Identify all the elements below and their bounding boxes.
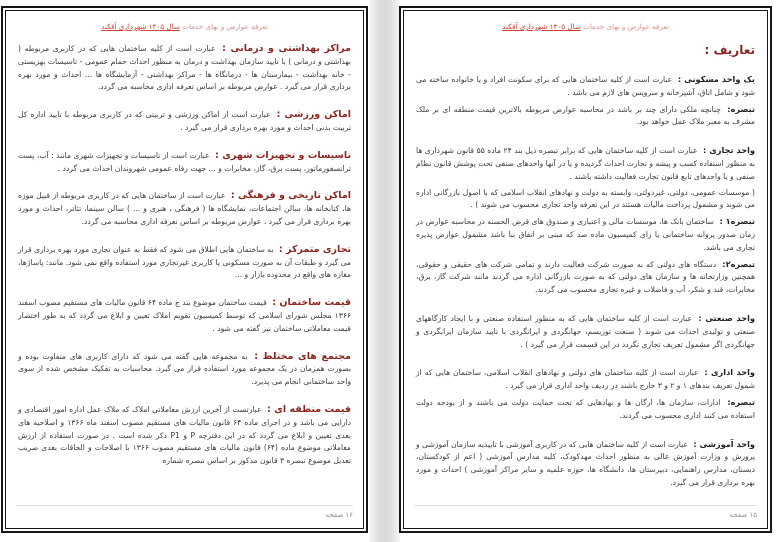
section-title: مجتمع های مختلط : xyxy=(254,350,351,362)
paragraph-residential-unit xyxy=(416,73,755,100)
section-body: قیمت ساختمان موضوع بند ج ماده ۶۴ قانون مالیات های مستقیم مصوب اسفند ۱۳۶۶ مجلس شورای اسلامی که توسط کمیسیون تقویم املاک تعیین و ابلاغ می گردد که به طور اختصار قیمت معاملاتی ساختمان نیز گفته می شود . xyxy=(18,298,351,333)
page-header-highlight: سال ۱۴۰۵ شهرداری آقکند xyxy=(502,22,581,31)
paragraph-note-residential xyxy=(416,103,755,130)
section-title: تجاری متمرکز : xyxy=(278,243,352,255)
section-title: اماکن تاریخی و فرهنگی : xyxy=(230,190,352,202)
paragraph-commercial-unit xyxy=(416,144,755,183)
paragraph-commercial-institutions xyxy=(416,187,755,213)
page-header-prefix: تعرفه عوارض و بهای خدمات xyxy=(182,22,268,31)
section-title: قیمت منطقه ای : xyxy=(267,403,352,415)
paragraph-body: عبارت است از کلیه ساختمان هایی که در کاربری آموزشی با تاییدیه سازمان آموزشی و پرورش و وزارت آموزش عالی به منظور احداث مهدکودک، کلیه مدارس آموزشی ( اعم از کودکستان، دبستان، مدارس راهنمایی، دبیرستان ها، دانشگاه ها، حوزه علمیه و سایر مراکز آموزشی ) احداث و مورد بهره برداری قرار می گیرد. xyxy=(416,439,755,487)
section-body: به مجموعه هایی گفته می شود که دارای کاربری های متفاوت بوده و بصورت همزمان در یک مجموعه مورد استفاده قرار می گیرد. محاسبات به تفکیک مشخص شده از سوی واحد ساختمانی انجام می پذیرد. xyxy=(18,351,351,387)
section-health-centers xyxy=(18,43,351,94)
section-mixed-complexes xyxy=(18,351,351,389)
paragraph-body: دستگاه های دولتی که به صورت شرکت فعالیت دارند و تمامی شرکت های حقیقی و حقوقی، همچنین وزارتخانه ها و سازمان های دولتی که به صورت بازرگانی اداره می گردند مانند شرکت گاز، برق، مخابرات، قند و شکر، آب و فاضلاب و غیره تجاری محسوب می گردند. xyxy=(416,259,755,295)
paragraph-lead: تبصره۲: xyxy=(722,258,755,269)
paragraph-lead: تبصره: xyxy=(727,103,755,114)
footer-divider xyxy=(414,505,757,506)
paragraph-body: عبارت است از کلیه ساختمان هایی که برای سکونت افراد و یا خانواده ساخته می شود و شامل اتاق، آشپزخانه و سرویس های لازم می باشد . xyxy=(416,75,755,97)
section-body: عبارت است از کلیه ساختمان هایی که در کاربری مربوطه ( بهداشتی و درمانی ) با تایید سازمان بهداشت و درمان به منظور احداث حمام عمومی - تاسیسات بهزیستی - خانه بهداشت - بیمارستان ها - درمانگاه ها - مراکز بهداشتی - آزمایشگاه ها ... احداث و مورد بهره برداری قرار می گیرد . عوارض مربوطه بر اساس تعرفه اداری محاسبه می گردد. xyxy=(18,44,351,92)
paragraph-note-1 xyxy=(416,215,755,254)
paragraph-body: عبارت است از کلیه ساختمان های دولتی و نهادهای انقلاب اسلامی، ساختمان هایی که از شمول تعریف بندهای ۱ و ۲ و ۳ خارج باشند در ردیف واحد اداری قرار می گیرد . xyxy=(416,368,755,391)
section-title: قیمت ساختمان : xyxy=(272,297,352,309)
paragraph-body: عبارت است از کلیه ساختمان هایی که برابر تبصره ذیل بند ۲۴ ماده ۵۵ قانون شهرداری ها به منظور استفاده کسب و پیشه و تجارت احداث گردیده و یا در آنها واحدهای صنفی تحت پوشش قانون نظام صنفی و یا واحدهای تابع قانون تجارت فعالیت داشته باشند . xyxy=(416,146,755,181)
page-gutter xyxy=(369,0,400,542)
section-sport-places xyxy=(18,109,351,135)
page-footer xyxy=(414,505,757,519)
paragraph-lead: واحد اداری : xyxy=(704,367,755,378)
page-header-highlight: سال ۱۴۰۵ شهرداری آقکند xyxy=(101,22,180,31)
section-building-price xyxy=(18,297,351,335)
paragraph-body: چنانچه ملکی دارای چند بر باشد در محاسبه عوارض مربوطه بالاترین قیمت منطقه ای بر ملک مشرف به معبر ملاک عمل خواهد بود. xyxy=(416,104,755,127)
section-title: مراکز بهداشتی و درمانی : xyxy=(222,43,351,54)
section-body: عبارت است از ساختمان هایی که در کاربری مربوطه از قبیل موزه ها، کتابخانه ها، سالن اجتماعات، نمایشگاه ها ( فرهنگی ، هنری و ... ) سالن سینما، تئاتر، احداث و مورد بهره برداری قرار می گیرد ، عوارض مربوطه بر اساس تعرفه اداری محاسبه می گردد. xyxy=(18,191,351,226)
section-body: عبارت است از تاسیسات و تجهیزات شهری مانند : آب، پست ترانسفورماتور، پست برق، گاز، مخابرات و ... جهت رفاه عمومی شهروندان احداث می گردد . xyxy=(18,150,351,173)
page-footer xyxy=(16,505,353,519)
paragraph-body: ( موسسات عمومی، دولتی، غیردولتی، وابسته به دولت و نهادهای انقلاب اسلامی که با اصول بازرگانی اداره می شوند و مشمول پرداخت مالیات هستند در این تعرفه واحد تجاری محسوب می شوند ) . xyxy=(416,187,755,210)
section-regional-price xyxy=(18,404,351,468)
paragraph-lead: تبصره۱ : xyxy=(719,216,756,227)
footer-divider xyxy=(16,505,353,506)
page-16-content xyxy=(5,10,364,529)
page-15-content xyxy=(403,10,768,529)
paragraph-lead: واحد آموزشی : xyxy=(693,438,756,449)
page-header-prefix: تعرفه عوارض و بهای خدمات xyxy=(583,22,669,31)
page-header xyxy=(18,22,351,31)
paragraph-administrative-unit xyxy=(416,366,755,393)
paragraph-note-2 xyxy=(416,258,755,297)
page-number: ۱۵ صفحه xyxy=(729,511,757,519)
page-header xyxy=(416,22,755,31)
page-15 xyxy=(399,6,772,533)
section-urban-facilities xyxy=(18,150,351,176)
paragraph-lead: یک واحد مسکونی : xyxy=(677,74,755,84)
section-title: تاسیسات و تجهیزات شهری : xyxy=(215,149,352,161)
paragraph-body: ساختمان بانک ها، موسسات مالی و اعتباری و صندوق های قرض الحسنه در محاسبه عوارض در زمان صدور پروانه ساختمانی یا رای کمیسیون ماده صد که مبنی بر اتفاق بنا باشد مشمول عوارض پذیره تجاری می باشد. xyxy=(416,217,755,252)
paragraph-body: ادارات، سازمان ها، ارگان ها و نهادهایی که تحت حمایت دولت می باشند و از بودجه دولت استفاده می کنند اداری محسوب می گردند. xyxy=(416,397,755,420)
section-body: عبارت است از اماکن ورزشی و تربیتی که در کاربری مربوطه با تایید اداره کل تربیت بدنی احداث و مورد بهره برداری قرار می گیرد . xyxy=(18,110,351,132)
section-commercial-concentrated xyxy=(18,244,351,282)
paragraph-lead: تبصره: xyxy=(727,396,755,407)
paragraph-lead: واحد صنعتی : xyxy=(698,312,755,323)
section-historic-cultural xyxy=(18,190,351,228)
definitions-title: تعاریف : xyxy=(704,43,755,57)
page-number: ۱۶ صفحه xyxy=(325,511,353,519)
page-16 xyxy=(1,6,368,533)
paragraph-note-administrative xyxy=(416,396,755,423)
paragraph-industrial-unit xyxy=(416,312,755,351)
section-body: به ساختمان هایی اطلاق می شود که فقط به عنوان تجاری مورد بهره برداری قرار می گیرد و طبقات آن به صورت مسکونی یا کاربری غیرتجاری مورد استفاده واقع نمی شود. مانند: پاساژها، مغازه های واقع در محدوده بازار و ... xyxy=(18,244,351,280)
section-title: اماکن ورزشی : xyxy=(276,109,351,121)
paragraph-lead: واحد تجاری : xyxy=(703,145,755,156)
paragraph-body: عبارت است از کلیه ساختمان هایی که به منظور استفاده صنعتی و با ایجاد کارگاههای صنعتی و تولیدی احداث می شوند ( صنعت توریسم، جهانگردی و ایرانگردی با تایید سازمان ایرانگردی و جهانگردی اگر مشمول تعریف تجاری نگردد در این قسمت قرار می گیرد ) . xyxy=(416,313,755,349)
section-body: عبارتست از آخرین ارزش معاملاتی املاک که ملاک عمل اداره امور اقتصادی و دارایی می باشد و در اجرای ماده ۶۴ قانون مالیات های مستقیم مصوب اسفند ماه ۱۳۶۶ و اصلاحیه های بعدی تعیین و ابلاغ می گردد که در این دفترچه P و P1 ذکر شده است . در صورت استفاده از ارزش معاملاتی موضوع ماده (۶۴) قانون مالیات های مستقیم مصوب ۱۳۶۶ با اصلاحات و الحاقات بعدی ضریب تعدیل موضوع تبصره ۳ قانون مذکور بر اساس تبصره شماره xyxy=(18,404,351,466)
paragraph-educational-unit xyxy=(416,438,755,490)
